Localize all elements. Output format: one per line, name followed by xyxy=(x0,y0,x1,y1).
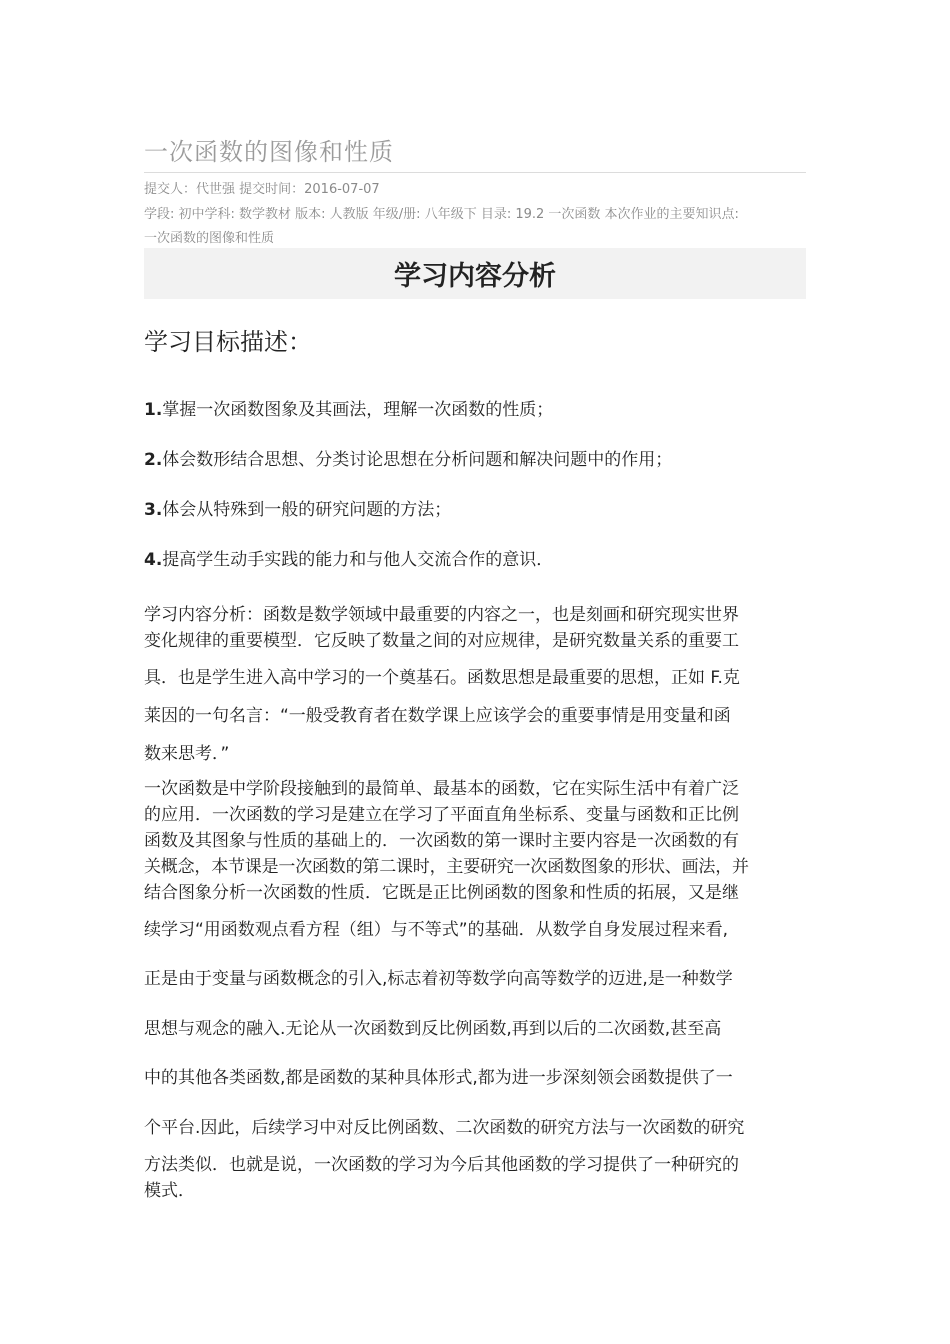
body-line: 关概念，本节课是一次函数的第二课时，主要研究一次函数图象的形状、画法，并 xyxy=(144,857,749,877)
goal-item xyxy=(144,495,806,520)
body-line: 一次函数是中学阶段接触到的最简单、最基本的函数，它在实际生活中有着广泛 xyxy=(144,779,739,799)
body-line: 正是由于变量与函数概念的引入,标志着初等数学向高等数学的迈进,是一种数学 xyxy=(144,969,733,989)
goal-item xyxy=(144,445,806,470)
document-title: 一次函数的图像和性质 xyxy=(144,138,394,166)
meta-line: 一次函数的图像和性质 xyxy=(144,231,275,246)
body-line: 的应用．一次函数的学习是建立在学习了平面直角坐标系、变量与函数和正比例 xyxy=(144,805,739,825)
goal-number: 3. xyxy=(144,500,163,520)
goal-number: 1. xyxy=(144,400,163,420)
analysis-line: 数来思考．” xyxy=(144,744,230,764)
goal-number: 2. xyxy=(144,450,163,470)
goal-item xyxy=(144,545,806,570)
goal-text: 提高学生动手实践的能力和与他人交流合作的意识． xyxy=(162,550,554,570)
analysis-line: 具．也是学生进入高中学习的一个奠基石。函数思想是最重要的思想，正如 F.克 xyxy=(144,668,740,688)
goals-heading: 学习目标描述： xyxy=(144,328,312,356)
body-line: 结合图象分析一次函数的性质．它既是正比例函数的图象和性质的拓展，又是继 xyxy=(144,883,739,903)
body-line: 个平台.因此，后续学习中对反比例函数、二次函数的研究方法与一次函数的研究 xyxy=(144,1118,745,1138)
goal-text: 体会从特殊到一般的研究问题的方法； xyxy=(162,500,452,520)
body-line: 函数及其图象与性质的基础上的．一次函数的第一课时主要内容是一次函数的有 xyxy=(144,831,739,851)
goal-item xyxy=(144,395,806,420)
body-line: 方法类似．也就是说，一次函数的学习为今后其他函数的学习提供了一种研究的 xyxy=(144,1155,739,1175)
analysis-line: 变化规律的重要模型．它反映了数量之间的对应规律，是研究数量关系的重要工 xyxy=(144,631,739,651)
section-banner: 学习内容分析 xyxy=(144,248,806,299)
document-meta xyxy=(144,203,806,251)
body-line: 模式． xyxy=(144,1181,195,1201)
body-line: 中的其他各类函数,都是函数的某种具体形式,都为进一步深刻领会函数提供了一 xyxy=(144,1068,733,1088)
title-divider xyxy=(144,172,806,173)
analysis-line: 莱因的一句名言：“一般受教育者在数学课上应该学会的重要事情是用变量和函 xyxy=(144,706,731,726)
submit-info: 提交人：代世强 提交时间：2016-07-07 xyxy=(144,182,380,197)
analysis-line: 学习内容分析：函数是数学领域中最重要的内容之一，也是刻画和研究现实世界 xyxy=(144,605,739,625)
meta-line: 学段: 初中学科: 数学教材 版本: 人教版 年级/册: 八年级下 目录: 19.2 一次函数 本次作业的主要知识点: xyxy=(144,207,739,222)
body-line: 思想与观念的融入.无论从一次函数到反比例函数,再到以后的二次函数,甚至高 xyxy=(144,1019,722,1039)
body-line: 续学习“用函数观点看方程（组）与不等式”的基础．从数学自身发展过程来看, xyxy=(144,920,729,940)
goal-number: 4. xyxy=(144,550,163,570)
goal-text: 掌握一次函数图象及其画法，理解一次函数的性质； xyxy=(162,400,554,420)
goal-text: 体会数形结合思想、分类讨论思想在分析问题和解决问题中的作用； xyxy=(162,450,673,470)
